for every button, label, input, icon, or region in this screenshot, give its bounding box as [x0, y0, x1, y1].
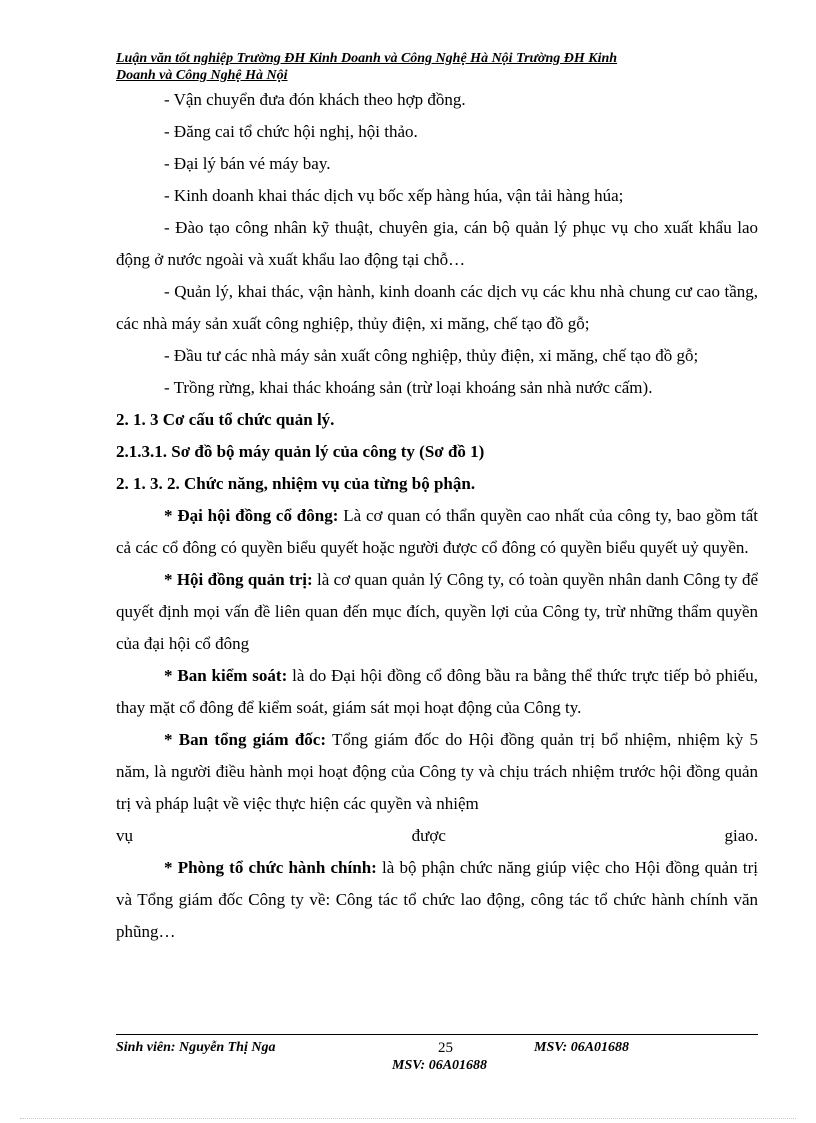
document-body: [116, 84, 758, 948]
header-line-2: Doanh và Công Nghệ Hà Nội: [116, 68, 288, 83]
header-line-1: Luận văn tốt nghiệp Trường ĐH Kinh Doanh và Công Nghệ Hà Nội Trường ĐH Kinh: [116, 51, 618, 66]
role-term: * Ban kiểm soát:: [164, 666, 288, 685]
footer-divider: [116, 1034, 758, 1035]
role-term: * Phòng tổ chức hành chính:: [164, 858, 377, 877]
justified-line: [116, 820, 758, 852]
page-number: 25: [438, 1040, 453, 1056]
role-paragraph: [116, 564, 758, 660]
role-paragraph: [116, 660, 758, 724]
role-description: là cơ quan quản lý Công ty, có toàn quyền nhân danh Công ty để quyết định mọi vấn đề liên quan đến mục đích, quyền lợi của Công ty, trừ những thẩm quyền của đại hội cổ đông: [116, 570, 758, 653]
page-edge-divider: [20, 1118, 796, 1119]
bullet-item: - Trồng rừng, khai thác khoáng sản (trừ loại khoáng sản nhà nước cấm).: [164, 378, 653, 397]
section-heading: 2. 1. 3 Cơ cấu tổ chức quản lý.: [116, 410, 335, 429]
subsection-heading: 2. 1. 3. 2. Chức năng, nhiệm vụ của từng bộ phận.: [116, 474, 476, 493]
role-description: là bộ phận chức năng giúp việc cho Hội đồng quản trị và Tổng giám đốc Công ty về: Công tác tổ chức lao động, công tác tổ chức hành chính văn phũng…: [116, 858, 758, 941]
bullet-item: - Đại lý bán vé máy bay.: [164, 154, 331, 173]
spread-word: vụ: [116, 826, 133, 845]
bullet-item: - Đào tạo công nhân kỹ thuật, chuyên gia, cán bộ quản lý phục vụ cho xuất khẩu lao động ở nước ngoài và xuất khẩu lao động tại chỗ…: [116, 218, 758, 269]
bullet-item: - Quản lý, khai thác, vận hành, kinh doanh các dịch vụ các khu nhà chung cư cao tầng, các nhà máy sản xuất công nghiệp, thủy điện, xi măng, chế tạo đồ gỗ;: [116, 282, 758, 333]
role-description: là do Đại hội đồng cổ đông bầu ra bằng thể thức trực tiếp bỏ phiếu, thay mặt cổ đông để kiểm soát, giám sát mọi hoạt động của Công ty.: [116, 666, 758, 717]
student-id: MSV: 06A01688: [534, 1040, 630, 1055]
role-term: * Ban tổng giám đốc:: [164, 730, 327, 749]
role-term: * Hội đồng quản trị:: [164, 570, 313, 589]
bullet-item: - Đăng cai tổ chức hội nghị, hội thảo.: [164, 122, 418, 141]
spread-word: được: [411, 826, 446, 845]
page-footer: [116, 1040, 758, 1073]
student-name: Sinh viên: Nguyễn Thị Nga: [116, 1040, 276, 1055]
student-id-repeat: MSV: 06A01688: [392, 1058, 488, 1073]
bullet-item: - Đầu tư các nhà máy sản xuất công nghiệp, thủy điện, xi măng, chế tạo đồ gỗ;: [164, 346, 699, 365]
page-header: [116, 50, 758, 84]
bullet-item: - Vận chuyển đưa đón khách theo hợp đồng.: [164, 90, 466, 109]
role-term: * Đại hội đồng cổ đông:: [164, 506, 339, 525]
spread-word: giao.: [724, 826, 758, 845]
role-paragraph: [116, 852, 758, 948]
subsection-heading: 2.1.3.1. Sơ đồ bộ máy quản lý của công ty (Sơ đồ 1): [116, 442, 485, 461]
bullet-item: - Kinh doanh khai thác dịch vụ bốc xếp hàng húa, vận tải hàng húa;: [164, 186, 624, 205]
role-paragraph: [116, 500, 758, 564]
role-description: Tổng giám đốc do Hội đồng quản trị bổ nhiệm, nhiệm kỳ 5 năm, là người điều hành mọi hoạt động của Công ty và chịu trách nhiệm trước hội đồng quản trị và pháp luật về việc thực hiện các quyền và nhiệm: [116, 730, 758, 813]
role-paragraph: [116, 724, 758, 820]
role-description: Là cơ quan có thẩn quyền cao nhất của công ty, bao gồm tất cả các cổ đông có quyền biểu quyết hoặc người được cổ đông có quyền biểu quyết uỷ quyền.: [116, 506, 759, 557]
